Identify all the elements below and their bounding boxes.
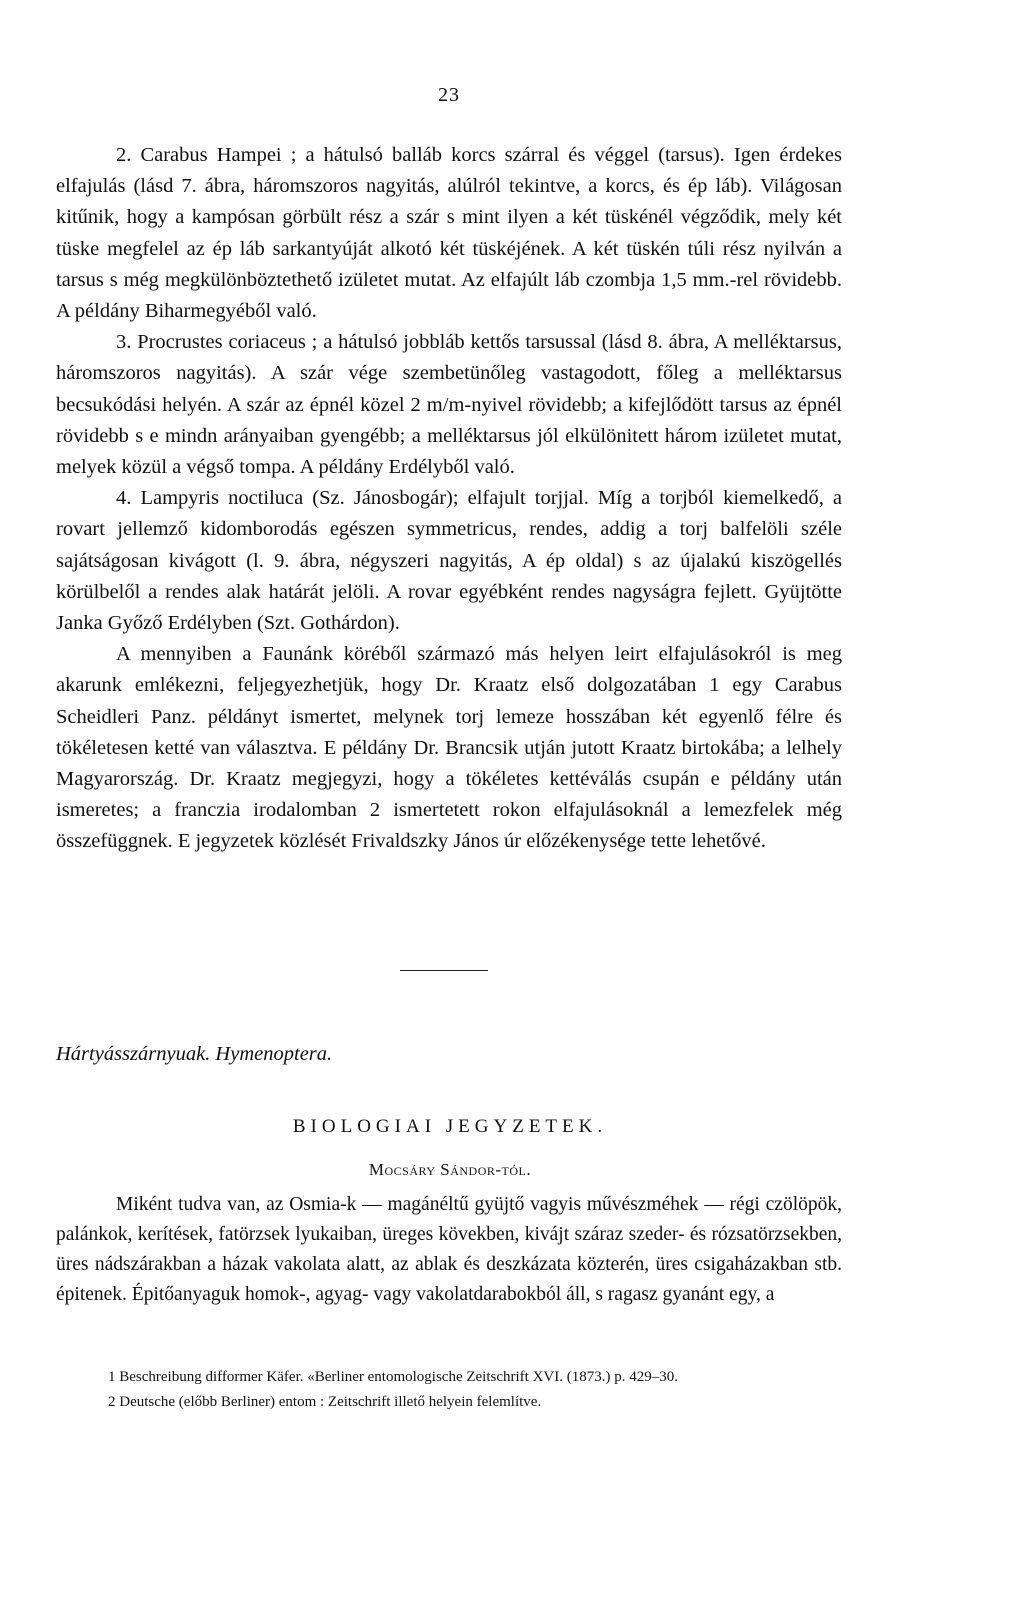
- section-title: BIOLOGIAI JEGYZETEK.: [292, 1116, 608, 1137]
- paragraph-summary: A mennyiben a Faunánk köréből származó más helyen leirt elfajulásokról is meg akarunk emlékezni, feljegyezhetjük, hogy Dr. Kraatz első dolgozatában 1 egy Carabus Scheidleri Panz. példányt ismertet, melynek torj lemeze hosszában két egyenlő félre és tökéletesen ketté van választva. E példány Dr. Brancsik utján jutott Kraatz birtokába; a lelhely Magyarország. Dr. Kraatz megjegyzi, hogy a tökéletes kettéválás csupán e példány után ismeretes; a franczia irodalomban 2 ismertetett rokon elfajulásoknál a lemezfelek még összefüggnek. E jegyzetek közlését Frivaldszky János úr előzékenysége tette lehetővé.: [56, 643, 842, 853]
- article-continuation: [56, 140, 842, 858]
- section-label: Hártyásszárnyuak. Hymenoptera.: [56, 1043, 333, 1065]
- paragraph-procrustes: 3. Procrustes coriaceus ; a hátulsó jobbláb kettős tarsussal (lásd 8. ábra, A melléktarsus, háromszoros nagyitás). A szár vége szembetünőleg vastagodott, főleg a melléktarsus becsukódási helyén. A szár az épnél közel 2 m/m-nyivel rövidebb; a kifejlődött tarsus az épnél rövidebb s e mindn arányaiban gyengébb; a melléktarsus jól elkülönitett három izületet mutat, melyek közül a végső tompa. A példány Erdélyből való.: [56, 331, 842, 479]
- author-byline: Mocsáry Sándor-tól.: [368, 1160, 532, 1179]
- section-separator: [400, 970, 488, 971]
- paragraph-osmia: Miként tudva van, az Osmia-k — magánéltű gyüjtő vagyis művészméhek — régi czölöpök, palánkok, kerítések, fatörzsek lyukaiban, üreges kövekben, kivájt száraz szeder- és rózsatörzsekben, üres nádszárakban a házak vakolata alatt, az ablak és deszkázata közterén, üres csigaházakban stb. épitenek. Épitőanyaguk homok-, agyag- vagy vakolatdarabokból áll, s ragasz gyanánt egy, a: [56, 1194, 842, 1305]
- paragraph-carabus: 2. Carabus Hampei ; a hátulsó balláb korcs szárral és véggel (tarsus). Igen érdekes elfajulás (lásd 7. ábra, háromszoros nagyitás, alúlról tekintve, a korcs, és ép láb). Világosan kitűnik, hogy a kampósan görbült rész a szár s mint ilyen a két tüskénél végződik, mely két tüske megfelel az ép láb sarkantyúját alkotó két tüskéjének. A két tüskén túli rész nyilván a tarsus s még megkülönböztethető izületet mutat. Az elfajúlt láb czombja 1,5 mm.-rel rövidebb. A példány Biharmegyéből való.: [56, 144, 842, 323]
- page-number: 23: [438, 84, 460, 106]
- article-body: [56, 1190, 842, 1310]
- footnote-2: 2 Deutsche (előbb Berliner) entom : Zeitschrift illető helyein felemlítve.: [108, 1394, 542, 1410]
- paragraph-lampyris: 4. Lampyris noctiluca (Sz. Jánosbogár); elfajult torjjal. Míg a torjból kiemelkedő, a rovart jellemző kidomborodás egészen symmetricus, rendes, addig a torj balfelöli széle sajátságosan kivágott (l. 9. ábra, négyszeri nagyitás, A ép oldal) s az újalakú kiszögellés körülbelől a rendes alak határát jelöli. A rovar egyébként rendes nagyságra fejlett. Gyüjtötte Janka Győző Erdélyben (Szt. Gothárdon).: [56, 487, 842, 635]
- footnote-1: 1 Beschreibung difformer Käfer. «Berliner entomologische Zeitschrift XVI. (1873.) p. 429–30.: [108, 1369, 678, 1385]
- footnotes: [56, 1365, 846, 1415]
